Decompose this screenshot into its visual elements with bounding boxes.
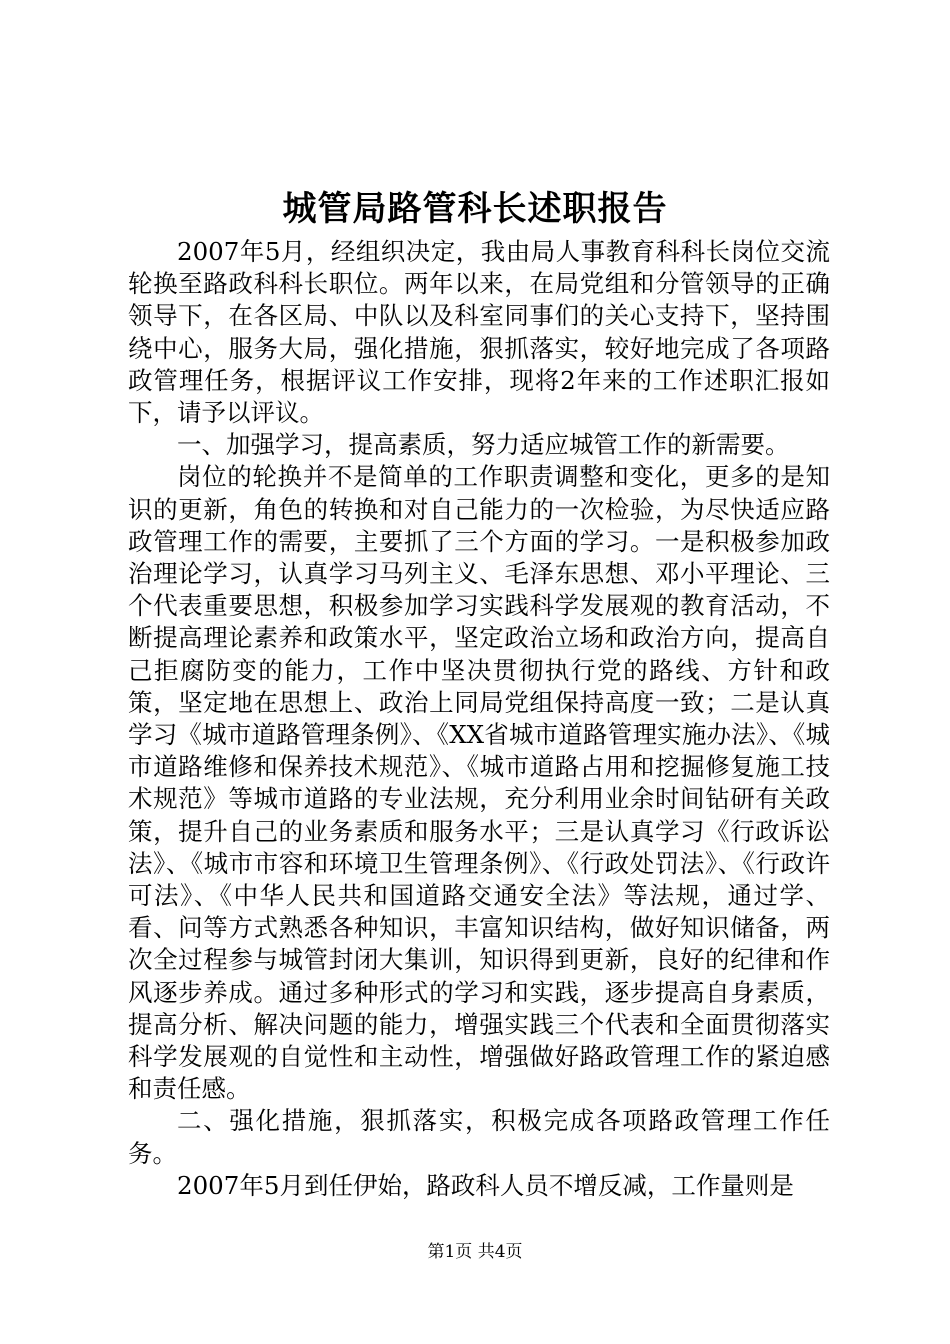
document-title: 城管局路管科长述职报告 (282, 189, 668, 229)
paragraph-work: 2007年5月到任伊始，路政科人员不增反减，工作量则是 (177, 1170, 794, 1200)
section-heading-2: 二、强化措施，狠抓落实，积极完成各项路政管理工作任务。 (128, 1106, 830, 1168)
paragraph-intro: 2007年5月，经组织决定，我由局人事教育科科长岗位交流轮换至路政科科长职位。两年以来，在局党组和分管领导的正确领导下，在各区局、中队以及科室同事们的关心支持下，坚持围绕中心，服务大局，强化措施，狠抓落实，较好地完成了各项路政管理任务，根据评议工作安排，现将2年来的工作述职汇报如下，请予以评议。 (128, 237, 830, 428)
page-number-footer: 第1页 共4页 (427, 1242, 523, 1262)
document-body (128, 236, 830, 1202)
paragraph-study: 岗位的轮换并不是简单的工作职责调整和变化，更多的是知识的更新，角色的转换和对自己能力的一次检验，为尽快适应路政管理工作的需要，主要抓了三个方面的学习。一是积极参加政治理论学习，认真学习马列主义、毛泽东思想、邓小平理论、三个代表重要思想，积极参加学习实践科学发展观的教育活动，不断提高理论素养和政策水平，坚定政治立场和政治方向，提高自己拒腐防变的能力，工作中坚决贯彻执行党的路线、方针和政策，坚定地在思想上、政治上同局党组保持高度一致；二是认真学习《城市道路管理条例》、《XX省城市道路管理实施办法》、《城市道路维修和保养技术规范》、《城市道路占用和挖掘修复施工技术规范》等城市道路的专业法规，充分利用业余时间钻研有关政策，提升自己的业务素质和服务水平；三是认真学习《行政诉讼法》、《城市市容和环境卫生管理条例》、《行政处罚法》、《行政许可法》、《中华人民共和国道路交通安全法》等法规，通过学、看、问等方式熟悉各种知识，丰富知识结构，做好知识储备，两次全过程参与城管封闭大集训，知识得到更新，良好的纪律和作风逐步养成。通过多种形式的学习和实践，逐步提高自身素质，提高分析、解决问题的能力，增强实践三个代表和全面贯彻落实科学发展观的自觉性和主动性，增强做好路政管理工作的紧迫感和责任感。 (128, 462, 830, 1104)
section-heading-1: 一、加强学习，提高素质，努力适应城管工作的新需要。 (177, 430, 790, 460)
